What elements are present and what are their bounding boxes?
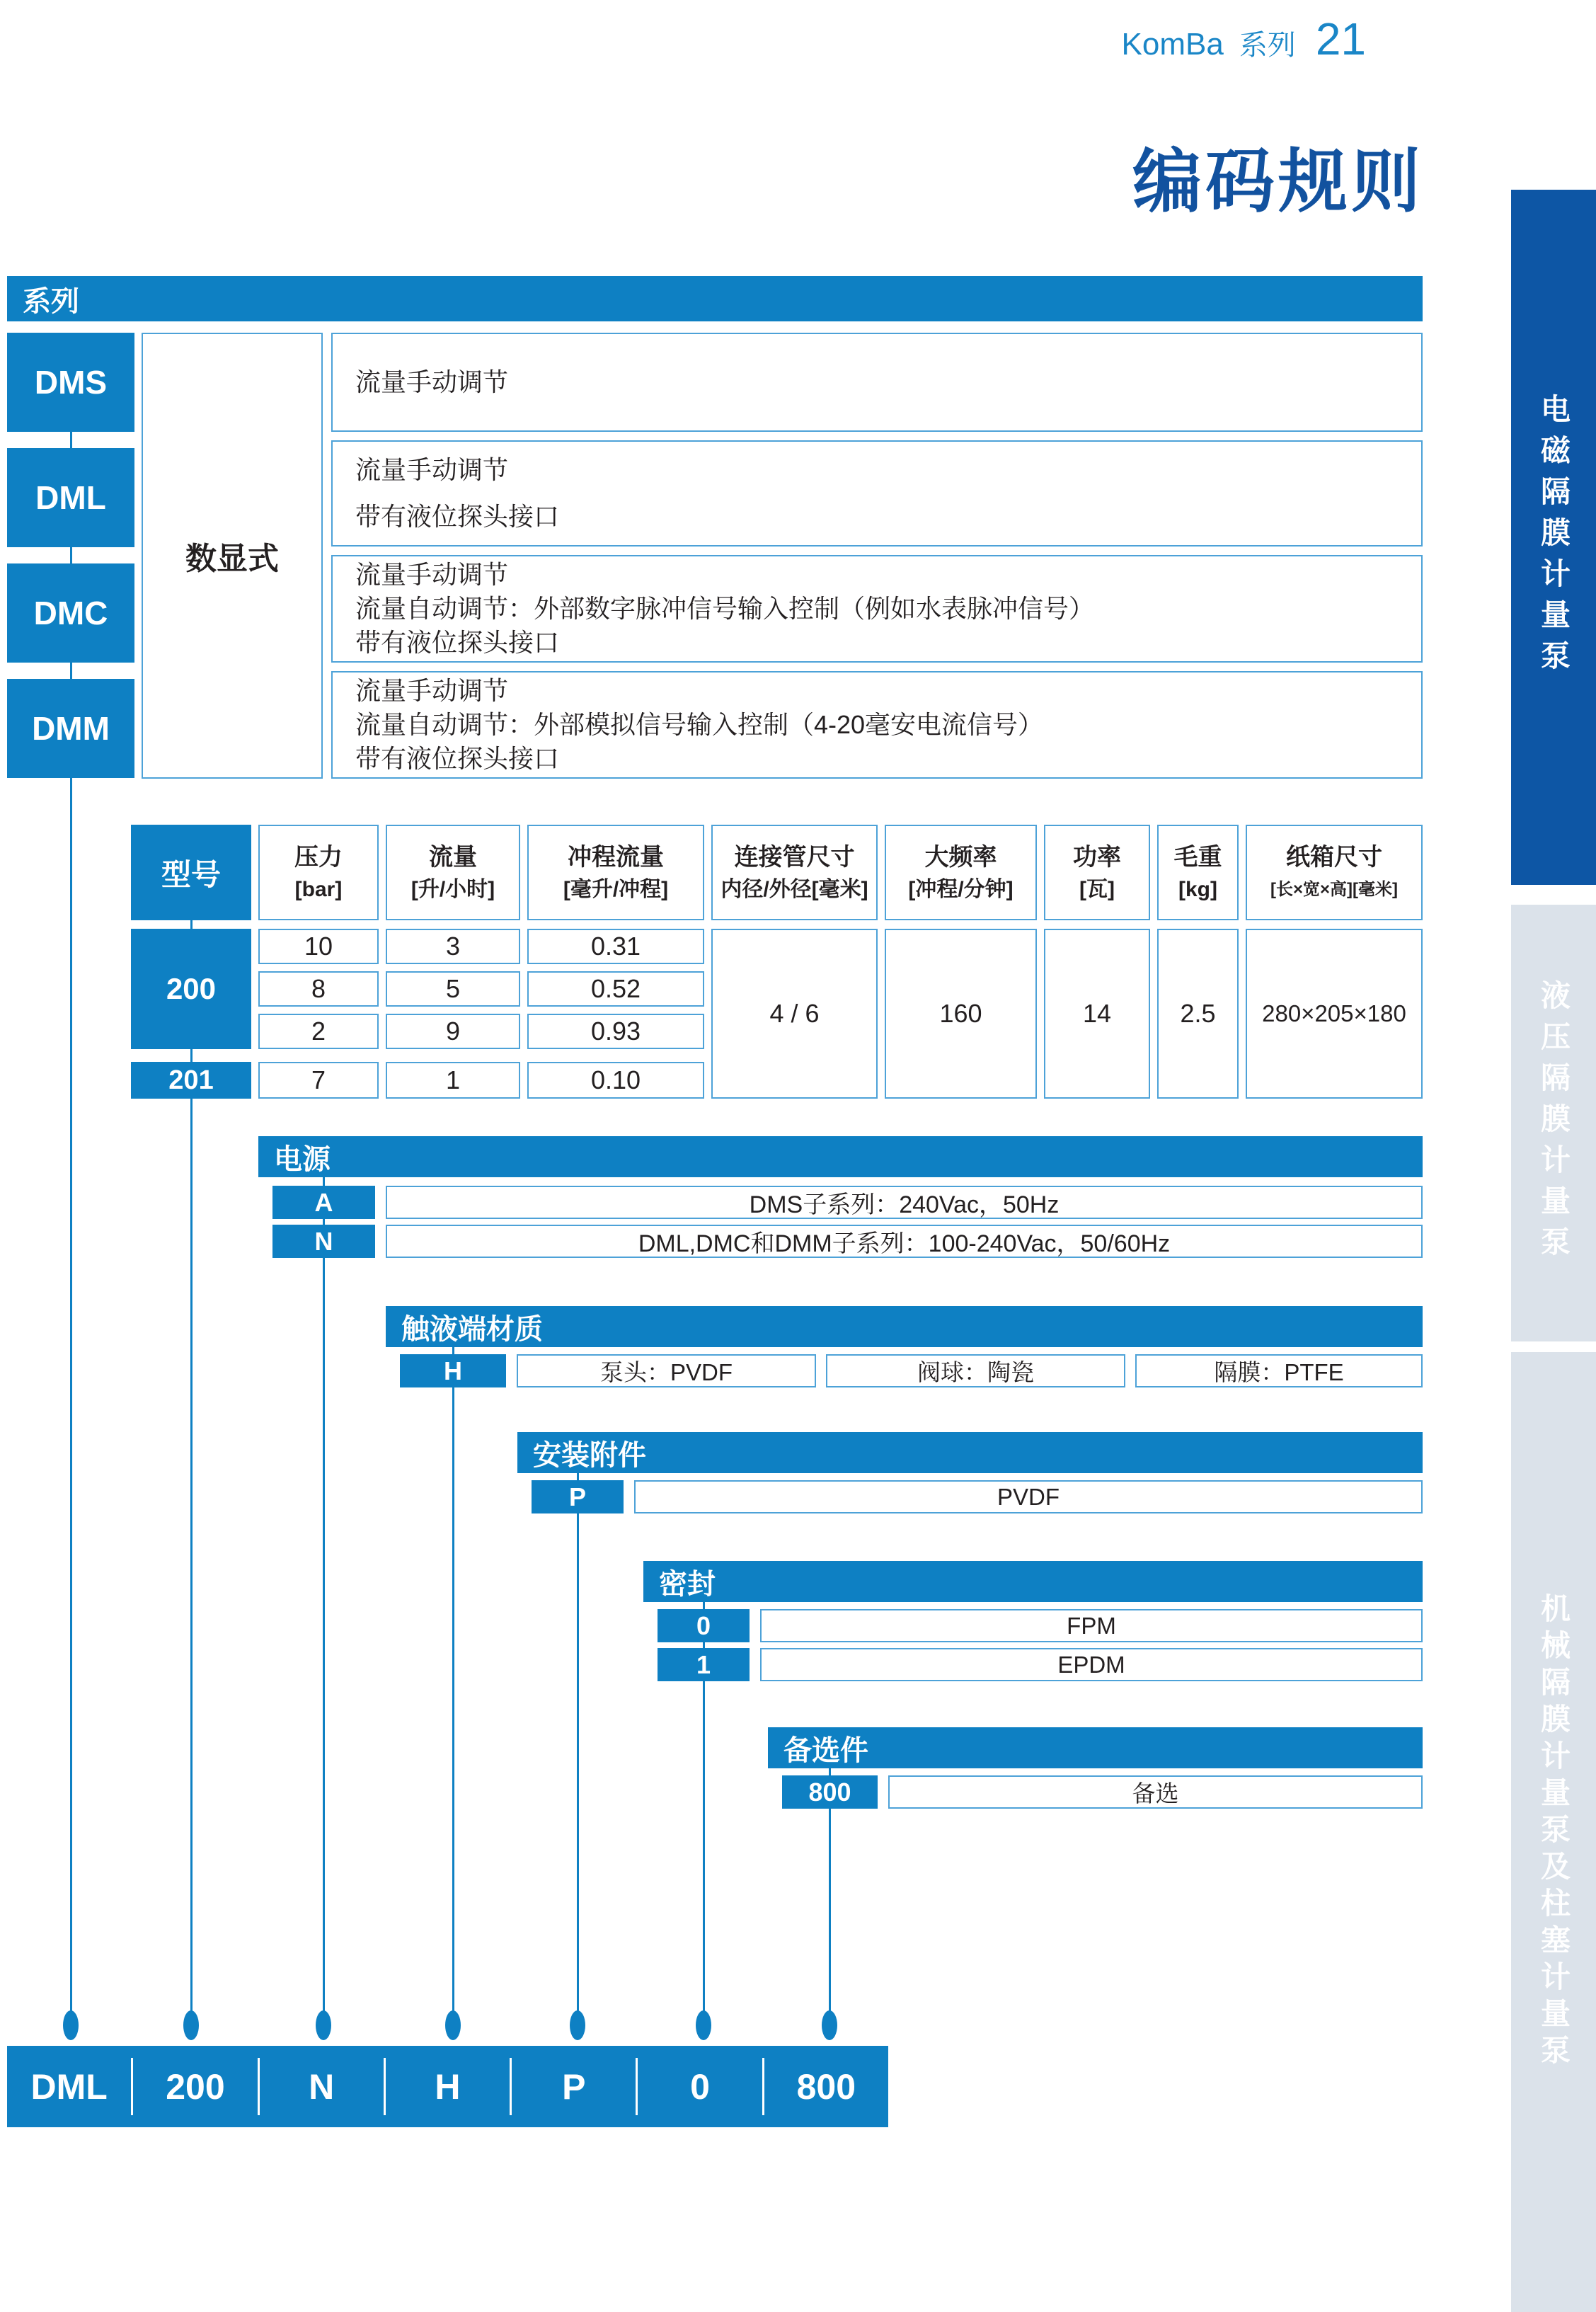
connector-line bbox=[323, 1258, 325, 2018]
material-part-valve-ball: 阀球：陶瓷 bbox=[826, 1354, 1125, 1387]
code-segment-series: DML bbox=[30, 2066, 108, 2107]
brand-name: KomBa bbox=[1121, 27, 1224, 62]
power-key-a: A bbox=[272, 1186, 375, 1219]
mounting-bar bbox=[517, 1432, 1423, 1473]
connector-line bbox=[70, 778, 72, 2018]
code-segment-optional: 800 bbox=[796, 2066, 856, 2107]
col-title: 流量 bbox=[429, 843, 477, 871]
spec-col-pressure bbox=[258, 825, 379, 920]
series-desc-dmm bbox=[331, 671, 1423, 779]
mounting-desc: PVDF bbox=[634, 1480, 1423, 1513]
seal-bar bbox=[643, 1561, 1423, 1602]
connector-line bbox=[190, 1099, 193, 2018]
table-cell: 0.93 bbox=[527, 1014, 704, 1049]
desc-line: 流量手动调节 bbox=[355, 676, 509, 705]
connector-line bbox=[70, 663, 72, 679]
optional-bar-label: 备选件 bbox=[783, 1734, 868, 1766]
desc-line: 带有液位探头接口 bbox=[355, 502, 560, 531]
spec-col-frequency bbox=[885, 825, 1037, 920]
optional-key-800: 800 bbox=[782, 1775, 878, 1809]
col-title: 纸箱尺寸 bbox=[1286, 843, 1382, 871]
connector-line bbox=[452, 1387, 454, 2018]
table-cell-weight: 2.5 bbox=[1157, 929, 1239, 1099]
connector-dot bbox=[696, 2010, 711, 2040]
series-desc-dmc bbox=[331, 555, 1423, 663]
col-unit: [长×宽×高][毫米] bbox=[1270, 879, 1398, 899]
power-desc-n: DML,DMC和DMM子系列：100-240Vac，50/60Hz bbox=[386, 1225, 1423, 1258]
mounting-bar-label: 安装附件 bbox=[533, 1439, 646, 1471]
table-cell: 9 bbox=[386, 1014, 520, 1049]
series-key-dms: DMS bbox=[7, 333, 134, 432]
col-unit: [bar] bbox=[294, 877, 343, 901]
page-number: 21 bbox=[1315, 13, 1366, 64]
desc-line: 流量自动调节：外部数字脉冲信号输入控制（例如水表脉冲信号） bbox=[355, 594, 1095, 623]
spec-col-stroke-flow bbox=[527, 825, 704, 920]
table-cell-pipe: 4 / 6 bbox=[711, 929, 878, 1099]
connector-line bbox=[829, 1768, 831, 1775]
connector-dot bbox=[822, 2010, 837, 2040]
desc-line: 流量手动调节 bbox=[355, 455, 509, 484]
spec-col-pipe bbox=[711, 825, 878, 920]
side-tab-label: 机械隔膜计量泵及柱塞计量泵 bbox=[1537, 1593, 1571, 2071]
series-key-dml: DML bbox=[7, 448, 134, 547]
desc-line: 流量自动调节：外部模拟信号输入控制（4-20毫安电流信号） bbox=[355, 710, 1044, 739]
connector-dot bbox=[570, 2010, 585, 2040]
desc-line: 流量手动调节 bbox=[355, 367, 509, 396]
optional-bar bbox=[768, 1727, 1423, 1768]
mounting-key-p: P bbox=[532, 1480, 624, 1513]
spec-col-flow bbox=[386, 825, 520, 920]
connector-line bbox=[323, 1177, 325, 1186]
side-tab-label: 液压隔膜计量泵 bbox=[1537, 979, 1571, 1267]
code-segment-model: 200 bbox=[166, 2066, 225, 2107]
connector-line bbox=[703, 1681, 705, 2018]
table-cell-frequency: 160 bbox=[885, 929, 1037, 1099]
table-cell: 0.10 bbox=[527, 1062, 704, 1099]
page-header bbox=[1122, 13, 1366, 65]
page-title: 编码规则 bbox=[1132, 142, 1424, 220]
desc-line: 流量手动调节 bbox=[355, 560, 509, 589]
connector-line bbox=[70, 547, 72, 563]
table-cell: 5 bbox=[386, 971, 520, 1007]
col-title: 连接管尺寸 bbox=[734, 843, 855, 871]
material-key-h: H bbox=[400, 1354, 506, 1387]
table-cell: 0.52 bbox=[527, 971, 704, 1007]
series-key-dmc: DMC bbox=[7, 563, 134, 663]
spec-col-carton bbox=[1246, 825, 1423, 920]
seal-bar-label: 密封 bbox=[659, 1568, 716, 1600]
power-desc-a: DMS子系列：240Vac，50Hz bbox=[386, 1186, 1423, 1219]
connector-line bbox=[703, 1602, 705, 1609]
series-key-dmm: DMM bbox=[7, 679, 134, 778]
connector-line bbox=[703, 1642, 705, 1648]
connector-line bbox=[190, 1049, 193, 1062]
series-desc-dms bbox=[331, 333, 1423, 432]
seal-desc-1: EPDM bbox=[760, 1648, 1423, 1681]
connector-dot bbox=[316, 2010, 331, 2040]
connector-line bbox=[577, 1473, 579, 1480]
spec-col-power bbox=[1044, 825, 1150, 920]
connector-dot bbox=[183, 2010, 199, 2040]
code-segment-mounting: P bbox=[562, 2066, 586, 2107]
connector-line bbox=[190, 920, 193, 929]
connector-line bbox=[323, 1219, 325, 1225]
connector-line bbox=[829, 1809, 831, 2018]
table-cell: 2 bbox=[258, 1014, 379, 1049]
display-type-box: 数显式 bbox=[142, 333, 323, 779]
power-bar bbox=[258, 1136, 1423, 1177]
side-tab-label: 电磁隔膜计量泵 bbox=[1537, 394, 1571, 681]
code-segment-material: H bbox=[435, 2066, 461, 2107]
col-title: 毛重 bbox=[1173, 843, 1222, 871]
seal-desc-0: FPM bbox=[760, 1609, 1423, 1642]
seal-key-1: 1 bbox=[658, 1648, 750, 1681]
desc-line: 带有液位探头接口 bbox=[355, 744, 560, 773]
material-bar bbox=[386, 1306, 1423, 1347]
series-desc-dml bbox=[331, 440, 1423, 546]
side-tab-hydraulic-diaphragm-pump bbox=[1511, 905, 1596, 1341]
table-cell: 1 bbox=[386, 1062, 520, 1099]
col-unit: [kg] bbox=[1178, 877, 1217, 901]
side-tab-mechanical-diaphragm-plunger-pump bbox=[1511, 1352, 1596, 2312]
connector-dot bbox=[63, 2010, 79, 2040]
connector-line bbox=[577, 1513, 579, 2018]
col-title: 大频率 bbox=[924, 843, 997, 871]
material-part-diaphragm: 隔膜：PTFE bbox=[1135, 1354, 1423, 1387]
spec-model-200: 200 bbox=[131, 929, 251, 1049]
col-title: 压力 bbox=[294, 843, 343, 871]
col-unit: [毫升/冲程] bbox=[563, 877, 669, 901]
code-segment-seal: 0 bbox=[690, 2066, 710, 2107]
seal-key-0: 0 bbox=[658, 1609, 750, 1642]
col-unit: [瓦] bbox=[1079, 877, 1115, 901]
model-code-bar bbox=[7, 2046, 888, 2127]
table-cell: 3 bbox=[386, 929, 520, 964]
desc-line: 带有液位探头接口 bbox=[355, 628, 560, 657]
code-segment-power: N bbox=[309, 2066, 335, 2107]
side-tab-solenoid-diaphragm-pump bbox=[1511, 190, 1596, 885]
connector-line bbox=[452, 1347, 454, 1354]
table-cell: 7 bbox=[258, 1062, 379, 1099]
series-bar bbox=[7, 276, 1423, 321]
series-bar-label: 系列 bbox=[23, 285, 79, 317]
material-part-pump-head: 泵头：PVDF bbox=[517, 1354, 816, 1387]
table-cell: 10 bbox=[258, 929, 379, 964]
optional-desc: 备选 bbox=[888, 1775, 1423, 1809]
table-cell-carton: 280×205×180 bbox=[1246, 929, 1423, 1099]
power-bar-label: 电源 bbox=[274, 1143, 331, 1175]
power-key-n: N bbox=[272, 1225, 375, 1258]
connector-line bbox=[70, 432, 72, 448]
table-cell: 8 bbox=[258, 971, 379, 1007]
header-series-label: 系列 bbox=[1239, 30, 1296, 61]
connector-dot bbox=[445, 2010, 461, 2040]
spec-model-201: 201 bbox=[131, 1062, 251, 1099]
table-cell: 0.31 bbox=[527, 929, 704, 964]
col-unit: 内径/外径[毫米] bbox=[721, 877, 868, 901]
col-title: 功率 bbox=[1073, 843, 1121, 871]
spec-col-weight bbox=[1157, 825, 1239, 920]
col-unit: [冲程/分钟] bbox=[908, 877, 1014, 901]
col-title: 冲程流量 bbox=[568, 843, 664, 871]
col-unit: [升/小时] bbox=[411, 877, 495, 901]
material-bar-label: 触液端材质 bbox=[401, 1313, 543, 1345]
spec-model-header: 型号 bbox=[131, 825, 251, 920]
table-cell-power: 14 bbox=[1044, 929, 1150, 1099]
